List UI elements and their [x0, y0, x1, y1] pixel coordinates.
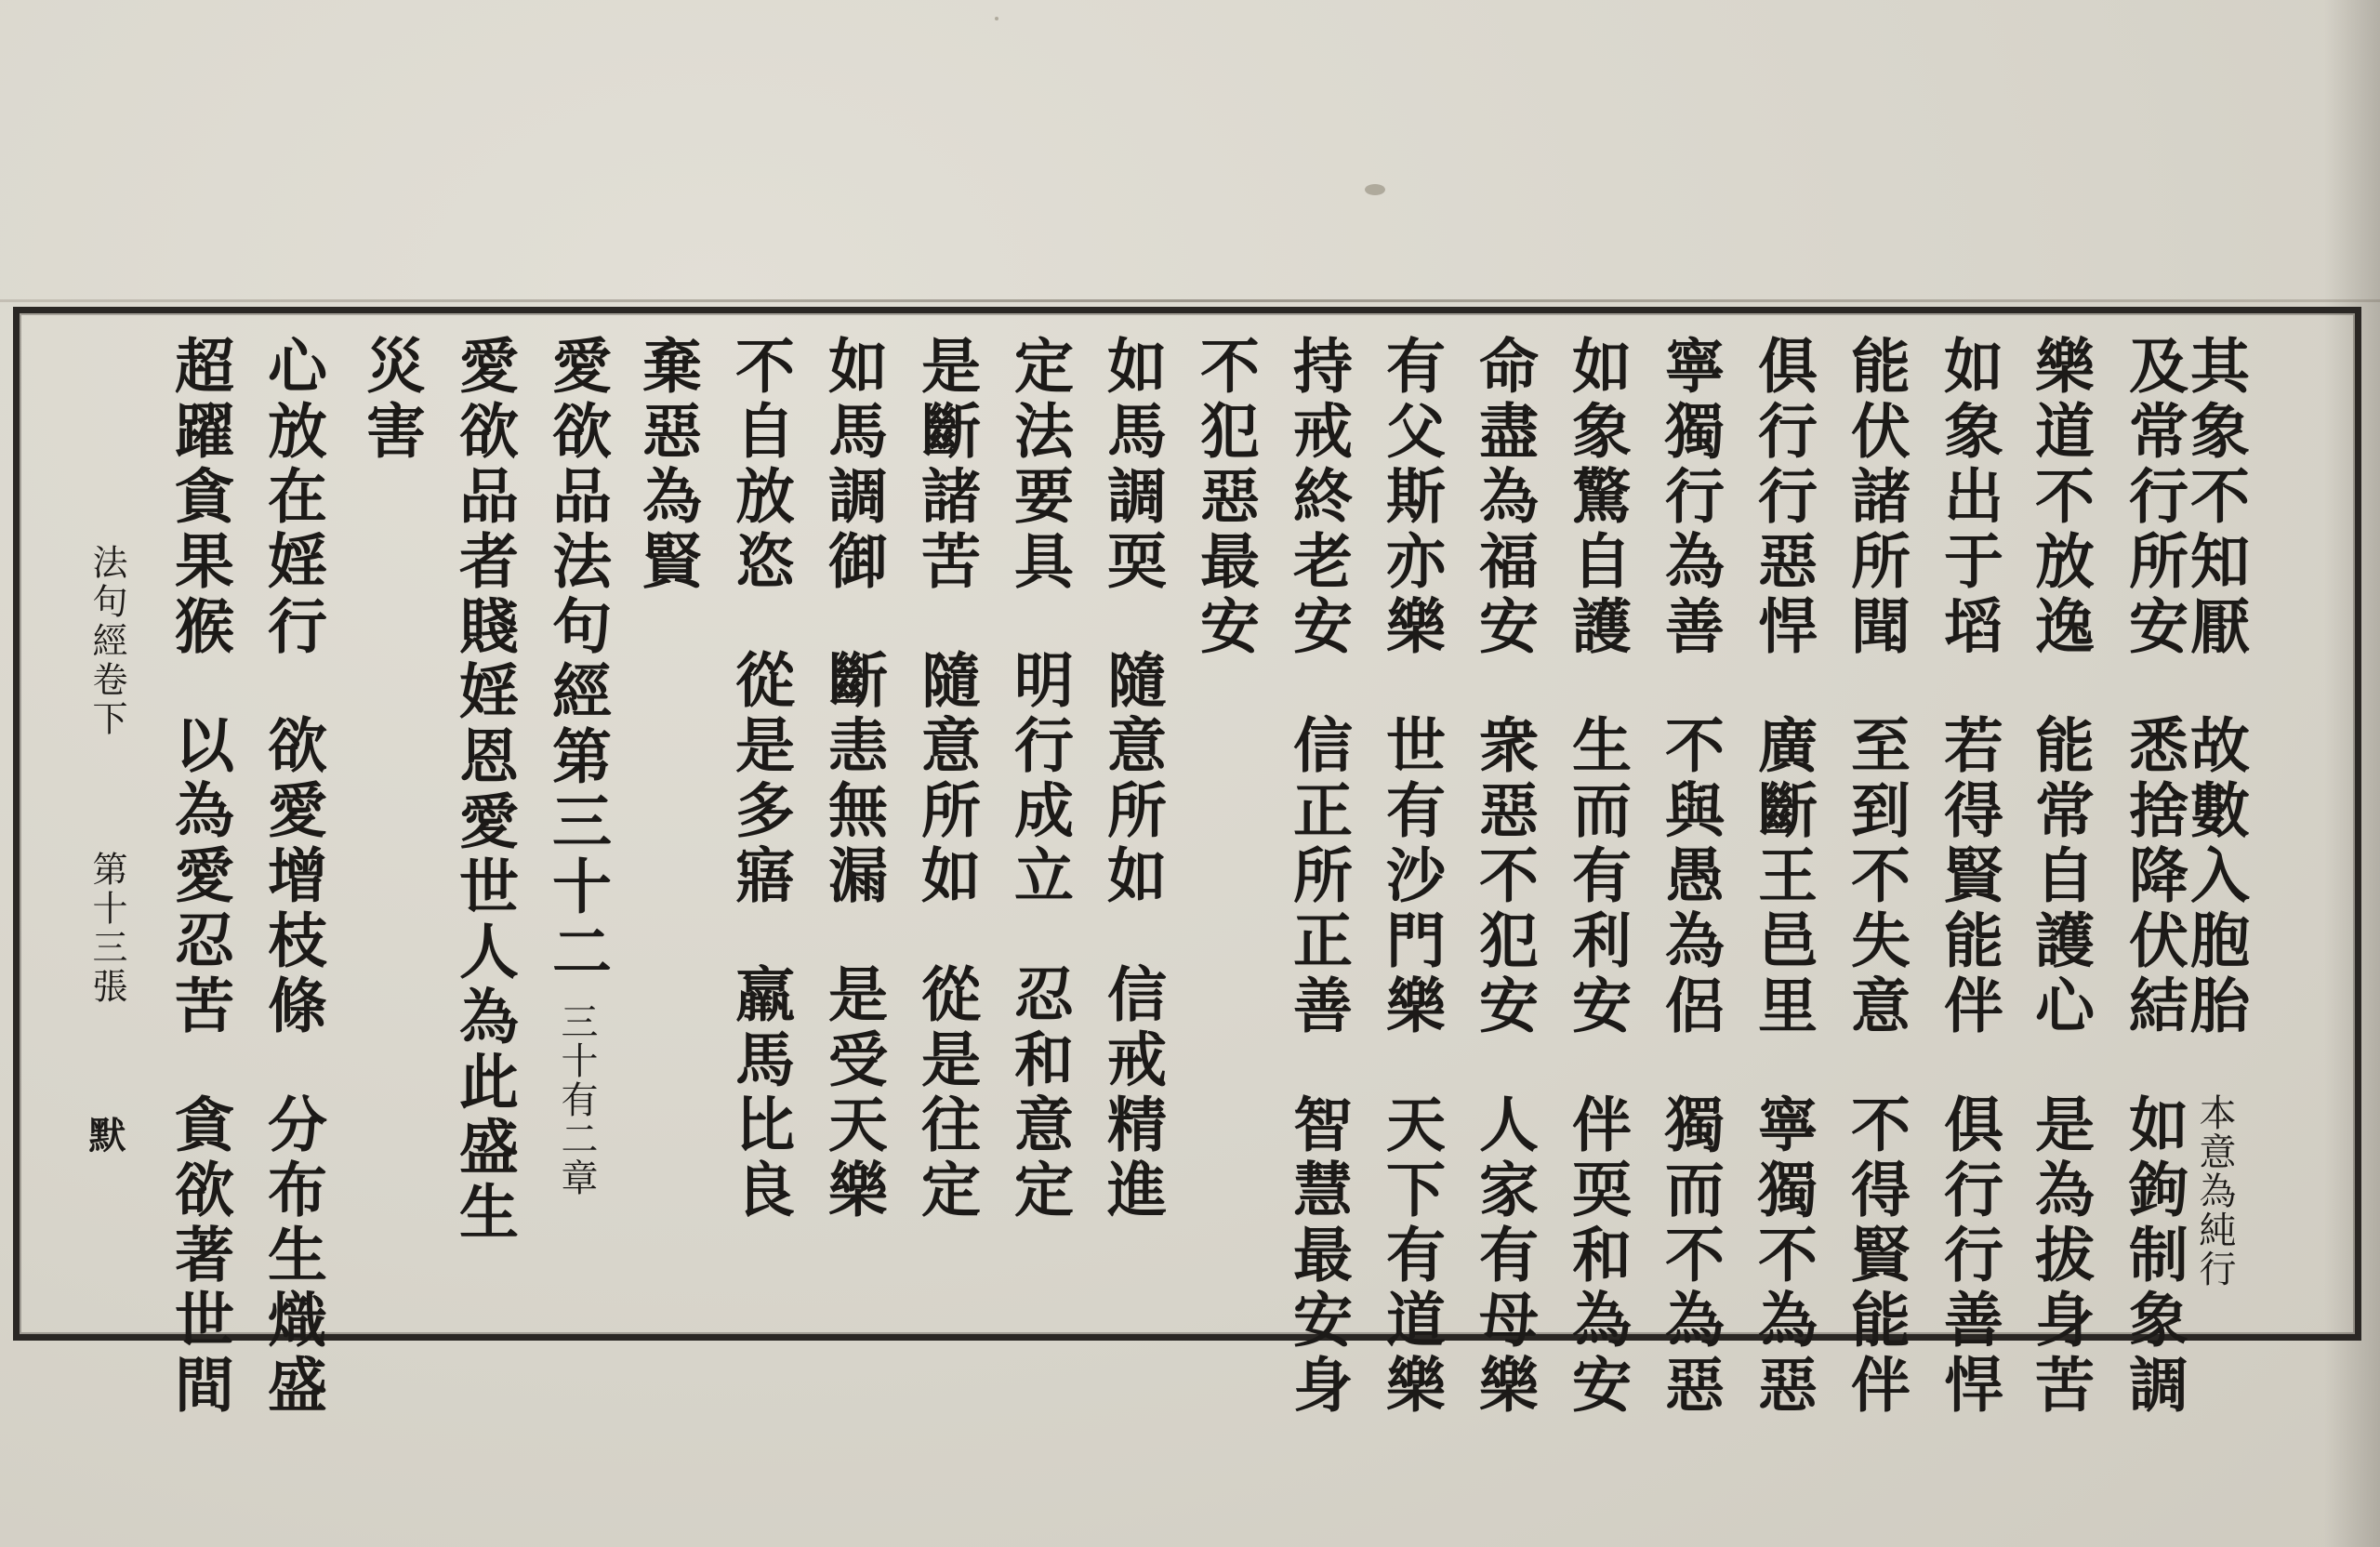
- margin-book-title: [86, 544, 127, 739]
- text-column: [1934, 335, 2003, 1419]
- text-column: [1655, 335, 1725, 1419]
- verse-phrase: 超躍貪果猴: [165, 335, 234, 660]
- verse-phrase: 如鉤制象調: [2119, 1093, 2188, 1419]
- verse-phrase: 斷恚無漏: [818, 649, 888, 909]
- intro-text: 愛欲品者賤婬恩愛世人為此盛生: [449, 335, 519, 1246]
- verse-phrase: 是受天樂: [818, 963, 888, 1223]
- verse-phrase: 信正所正善: [1283, 714, 1353, 1039]
- verse-phrase: 隨意所如: [911, 649, 981, 909]
- text-column: [818, 335, 888, 1223]
- text-column: [2025, 335, 2095, 1419]
- verse-phrase: 貪欲著世間: [165, 1093, 234, 1419]
- margin-mark: [83, 1116, 126, 1158]
- verse-phrase: 人家有母樂: [1469, 1093, 1539, 1419]
- verse-phrase: 如象驚自護: [1562, 335, 1632, 660]
- verse-phrase: 欲愛增枝條: [258, 714, 327, 1039]
- verse-phrase: 羸馬比良: [725, 963, 795, 1223]
- text-column: [1190, 335, 1260, 660]
- verse-phrase: 俱行行惡悍: [1748, 335, 1818, 660]
- chapter-heading: [542, 335, 612, 1197]
- verse-phrase: 俱行行善悍: [1934, 1093, 2003, 1419]
- verse-phrase: 獨而不為惡: [1655, 1093, 1725, 1419]
- verse-phrase: 如馬調御: [818, 335, 888, 595]
- verse-phrase: 寧獨不為惡: [1748, 1093, 1818, 1419]
- margin-mark-text: 默: [83, 1116, 126, 1158]
- verse-phrase: 命盡為福安: [1469, 335, 1539, 660]
- page-number-text: 第十三張: [86, 851, 127, 1007]
- book-title-text: 法句經卷下: [86, 544, 127, 739]
- verse-phrase: 棄惡為賢: [632, 335, 702, 595]
- verse-phrase: 不自放恣: [725, 335, 795, 595]
- verse-phrase: 能伏諸所聞: [1841, 335, 1911, 660]
- verse-phrase: 伴耎和為安: [1562, 1093, 1632, 1419]
- verse-phrase: 樂道不放逸: [2025, 335, 2095, 660]
- verse-phrase: 從是多寤: [725, 649, 795, 909]
- text-column: [1004, 335, 1074, 1223]
- verse-phrase: 明行成立: [1004, 649, 1074, 909]
- text-column: [1562, 335, 1632, 1419]
- verse-phrase: 天下有道樂: [1376, 1093, 1446, 1419]
- verse-phrase: 從是往定: [911, 963, 981, 1223]
- chapter-subnote: 三十有二章: [555, 1002, 598, 1197]
- verse-phrase: 生而有利安: [1562, 714, 1632, 1039]
- verse-phrase: 持戒終老安: [1283, 335, 1353, 660]
- verse-phrase: 不與愚為侶: [1655, 714, 1725, 1039]
- text-column: [2119, 335, 2188, 1419]
- verse-phrase: 不得賢能伴: [1841, 1093, 1911, 1419]
- text-column: [1841, 335, 1911, 1419]
- verse-phrase: 不犯惡最安: [1190, 335, 1260, 660]
- text-column: [911, 335, 981, 1223]
- text-column: [2180, 335, 2250, 1289]
- text-column: [1097, 335, 1167, 1223]
- verse-phrase: 如象出于塪: [1934, 335, 2003, 660]
- verse-phrase: 分布生熾盛: [258, 1093, 327, 1419]
- verse-phrase: 是為拔身苦: [2025, 1093, 2095, 1419]
- margin-page-number: [86, 851, 127, 1007]
- text-column: [1283, 335, 1353, 1419]
- verse-phrase: 信戒精進: [1097, 963, 1167, 1223]
- verse-phrase: 隨意所如: [1097, 649, 1167, 909]
- verse-phrase: 是斷諸苦: [911, 335, 981, 595]
- verse-phrase: 本意為純行: [2193, 1093, 2236, 1289]
- text-column: [632, 335, 702, 595]
- verse-phrase: 世有沙門樂: [1376, 714, 1446, 1039]
- text-column: [1748, 335, 1818, 1419]
- intro-text: 災害: [356, 335, 426, 465]
- verse-phrase: 其象不知厭: [2180, 335, 2250, 660]
- verse-phrase: 心放在婬行: [258, 335, 327, 660]
- text-column: [165, 335, 234, 1419]
- verse-phrase: 定法要具: [1004, 335, 1074, 595]
- verse-phrase: 悉捨降伏結: [2119, 714, 2188, 1039]
- verse-phrase: 廣斷王邑里: [1748, 714, 1818, 1039]
- verse-phrase: 智慧最安身: [1283, 1093, 1353, 1419]
- verse-phrase: 故數入胞胎: [2180, 714, 2250, 1039]
- verse-phrase: 衆惡不犯安: [1469, 714, 1539, 1039]
- text-column: [725, 335, 795, 1223]
- verse-phrase: 有父斯亦樂: [1376, 335, 1446, 660]
- verse-phrase: 若得賢能伴: [1934, 714, 2003, 1039]
- verse-phrase: 以為愛忍苦: [165, 714, 234, 1039]
- chapter-title: 愛欲品法句經第三十二: [542, 335, 612, 985]
- verse-phrase: 至到不失意: [1841, 714, 1911, 1039]
- verse-phrase: 如馬調耎: [1097, 335, 1167, 595]
- text-column: [1469, 335, 1539, 1419]
- chapter-intro: [356, 335, 426, 465]
- text-column: [258, 335, 327, 1419]
- verse-phrase: 忍和意定: [1004, 963, 1074, 1223]
- text-column: [1376, 335, 1446, 1419]
- verse-phrase: 及常行所安: [2119, 335, 2188, 660]
- verse-phrase: 寧獨行為善: [1655, 335, 1725, 660]
- verse-phrase: 能常自護心: [2025, 714, 2095, 1039]
- chapter-intro: [449, 335, 519, 1246]
